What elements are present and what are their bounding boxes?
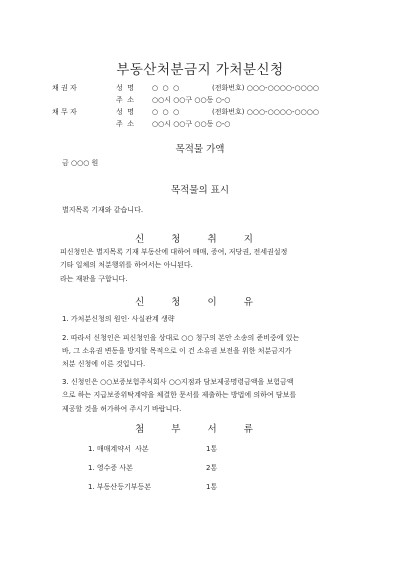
reason-paragraph-2-line: 2. 따라서 신청인은 피신청인을 상대로 ○○ 청구의 본안 소송의 준비중에 있는 <box>62 334 300 342</box>
debtor-phone: (전화번호) ○○○-○○○○-○○○○ <box>212 108 319 116</box>
purpose-line: 피신청인은 별지목록 기재 부동산에 대하여 매매, 증여, 저당권, 전세권설정 <box>60 248 288 256</box>
target-display-heading: 목적물의 표시 <box>170 185 230 196</box>
creditor-name-label: 성 명 <box>116 84 134 92</box>
debtor-name-label: 성 명 <box>116 108 134 116</box>
reason-paragraph-3-line: 3. 신청인은 ○○보증보험주식회사 ○○지점과 담보제공명령금액을 보험금액 <box>62 378 294 386</box>
target-value-heading: 목적물 가액 <box>175 144 225 155</box>
target-value-text: 금 ○○○ 원 <box>62 159 99 167</box>
debtor-address-label: 주 소 <box>116 120 134 128</box>
reason-paragraph-3-line: 제공할 것을 허가하여 주시기 바랍니다. <box>62 405 182 413</box>
reason-paragraph-3-line: 으로 하는 지급보증위탁계약을 체결한 문서를 제출하는 방법에 의하여 담보를 <box>62 391 297 399</box>
document-title: 부동산처분금지 가처분신청 <box>116 62 284 78</box>
purpose-line: 기타 일체의 처분행위를 하여서는 아니된다. <box>60 261 193 269</box>
debtor-name-value: ○ ○ ○ <box>152 108 180 116</box>
debtor-label: 채 무 자 <box>52 108 77 116</box>
purpose-heading: 신 청 취 지 <box>135 234 265 245</box>
purpose-line: 라는 재판을 구합니다. <box>60 275 128 283</box>
creditor-phone: (전화번호) ○○○-○○○○-○○○○ <box>212 84 319 92</box>
creditor-label: 채 권 자 <box>52 84 77 92</box>
reasons-heading: 신 청 이 유 <box>135 297 265 308</box>
debtor-address-value: ○○시 ○○구 ○○동 ○-○ <box>152 120 231 128</box>
attachments-heading: 첨 부 서 류 <box>135 424 265 435</box>
attachment-name: 1. 영수증 사본 <box>88 464 133 472</box>
creditor-address-value: ○○시 ○○구 ○○동 ○-○ <box>152 96 231 104</box>
creditor-address-label: 주 소 <box>116 96 134 104</box>
attachment-name: 1. 부동산등기부등본 <box>88 483 151 491</box>
target-display-text: 별지목록 기재와 같습니다. <box>62 206 144 214</box>
attachment-count: 2통 <box>206 464 218 472</box>
reason-paragraph-1: 1. 가처분신청의 원인· 사실관계 생략 <box>62 315 175 323</box>
reason-paragraph-2-line: 바, 그 소유권 변동을 방지할 목적으로 이 건 소유권 보전을 위한 처분금지가 <box>62 347 292 355</box>
attachment-count: 1통 <box>206 445 218 453</box>
attachment-name: 1. 매매계약서 사본 <box>88 445 149 453</box>
attachment-count: 1통 <box>206 483 218 491</box>
creditor-name-value: ○ ○ ○ <box>152 84 180 92</box>
reason-paragraph-2-line: 처분 신청에 이른 것입니다. <box>62 360 146 368</box>
